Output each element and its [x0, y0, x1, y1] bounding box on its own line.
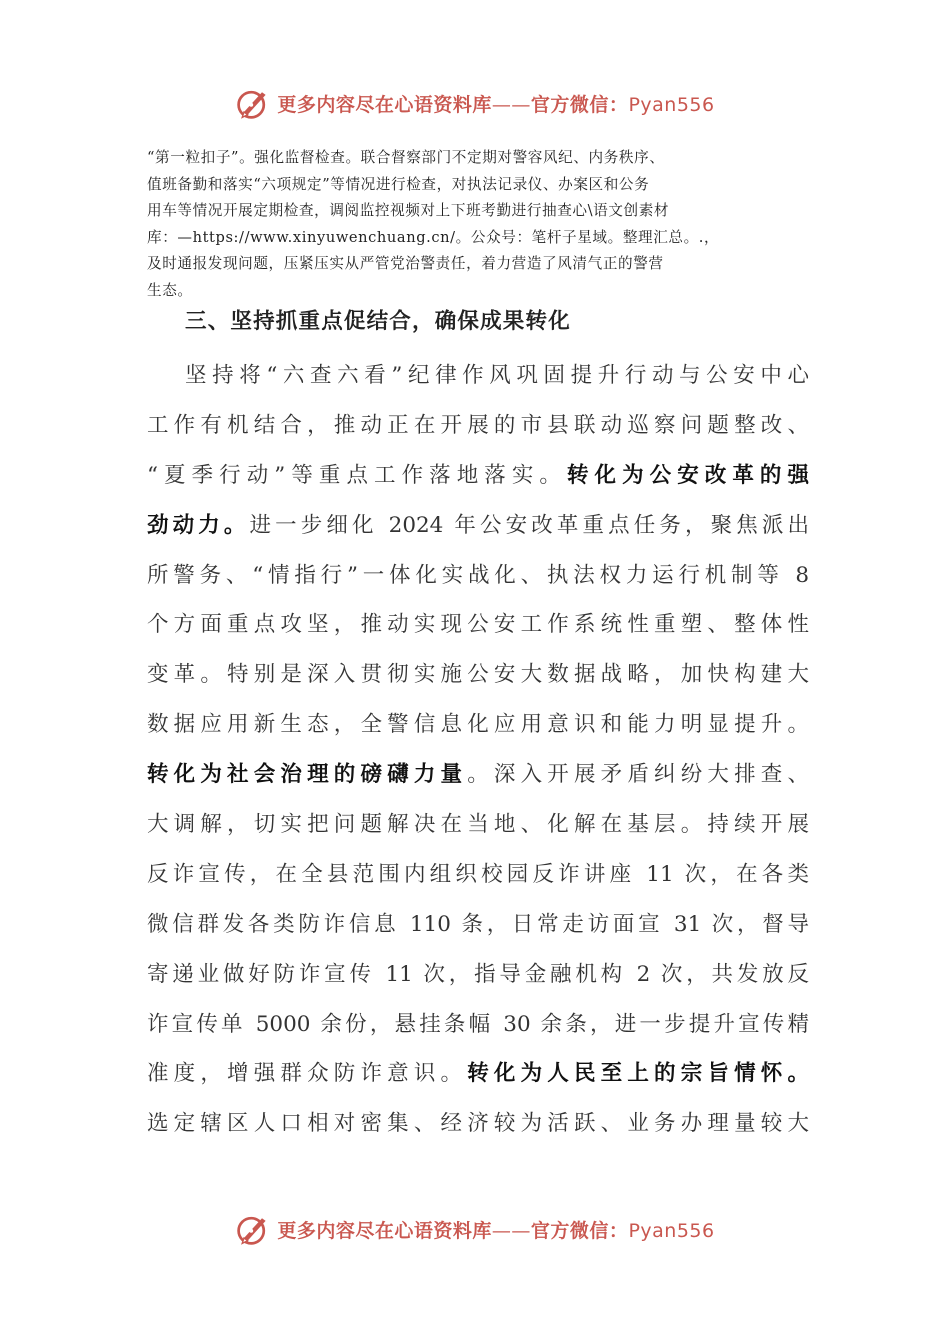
- text-line: 及时通报发现问题，压紧压实从严管党治警责任，着力营造了风清气正的警营: [147, 255, 664, 272]
- body-line: 所警务、“情指行”一体化实战化、执法权力运行机制等 8: [147, 562, 809, 588]
- body-line: 诈宣传单 5000 余份，悬挂条幅 30 余条，进一步提升宣传精: [147, 1011, 809, 1037]
- section-heading: 三、坚持抓重点促结合，确保成果转化: [185, 309, 571, 334]
- body-line: 寄递业做好防诈宣传 11 次，指导金融机构 2 次，共发放反: [147, 961, 809, 987]
- body-line: 数据应用新生态，全警信息化应用意识和能力明显提升。: [147, 712, 809, 738]
- wechat-id: Pyan556: [628, 93, 715, 116]
- body-line: 准度，增强群众防诈意识。转化为人民至上的宗旨情怀。: [147, 1061, 809, 1087]
- text-line-url: 库：—https://www.xinyuwenchuang.cn/。公众号：笔杆子星域。整理汇总。.，: [147, 228, 720, 246]
- body-line: 劲动力。进一步细化 2024 年公安改革重点任务，聚焦派出: [147, 512, 809, 538]
- body-line: “夏季行动”等重点工作落地落实。转化为公安改革的强: [147, 462, 809, 488]
- body-line: 变革。特别是深入贯彻实施公安大数据战略，加快构建大: [147, 662, 809, 688]
- pen-logo-icon: [235, 85, 271, 121]
- small-paragraph: [147, 145, 807, 304]
- banner-text: 更多内容尽在心语资料库——官方微信：Pyan556: [277, 1219, 715, 1242]
- body-line: 大调解，切实把问题解决在当地、化解在基层。持续开展: [147, 812, 809, 838]
- text-line: 用车等情况开展定期检查，调阅监控视频对上下班考勤进行抽查心\语文创素材: [147, 202, 670, 219]
- body-line: 微信群发各类防诈信息 110 条，日常走访面宣 31 次，督导: [147, 911, 809, 937]
- bold-phrase: 转化为人民至上的宗旨情怀。: [467, 1061, 809, 1087]
- text-line: 值班备勤和落实“六项规定”等情况进行检查，对执法记录仪、办案区和公务: [147, 175, 650, 193]
- body-line: 转化为社会治理的磅礴力量。深入开展矛盾纠纷大排查、: [147, 762, 809, 788]
- body-paragraph: [147, 351, 809, 1149]
- body-line: 工作有机结合，推动正在开展的市县联动巡察问题整改、: [147, 412, 809, 438]
- bold-phrase: 转化为社会治理的磅礴力量: [147, 762, 468, 788]
- text-line: “第一粒扣子”。强化监督检查。联合督察部门不定期对警容风纪、内务秩序、: [147, 149, 665, 166]
- bold-phrase: 劲动力。: [147, 512, 250, 538]
- banner-text: 更多内容尽在心语资料库——官方微信：Pyan556: [277, 93, 715, 116]
- bold-phrase: 转化为公安改革的强: [566, 462, 809, 488]
- body-line: 坚持将“六查六看”纪律作风巩固提升行动与公安中心: [185, 363, 809, 388]
- body-line: 选定辖区人口相对密集、经济较为活跃、业务办理量较大: [147, 1111, 809, 1137]
- wechat-id: Pyan556: [628, 1219, 715, 1242]
- body-line: 反诈宣传，在全县范围内组织校园反诈讲座 11 次，在各类: [147, 861, 809, 887]
- text-line: 生态。: [147, 281, 193, 299]
- pen-logo-icon: [235, 1211, 271, 1247]
- body-line: 个方面重点攻坚，推动实现公安工作系统性重塑、整体性: [147, 612, 809, 638]
- header-banner: [0, 83, 950, 123]
- footer-banner: [0, 1209, 950, 1249]
